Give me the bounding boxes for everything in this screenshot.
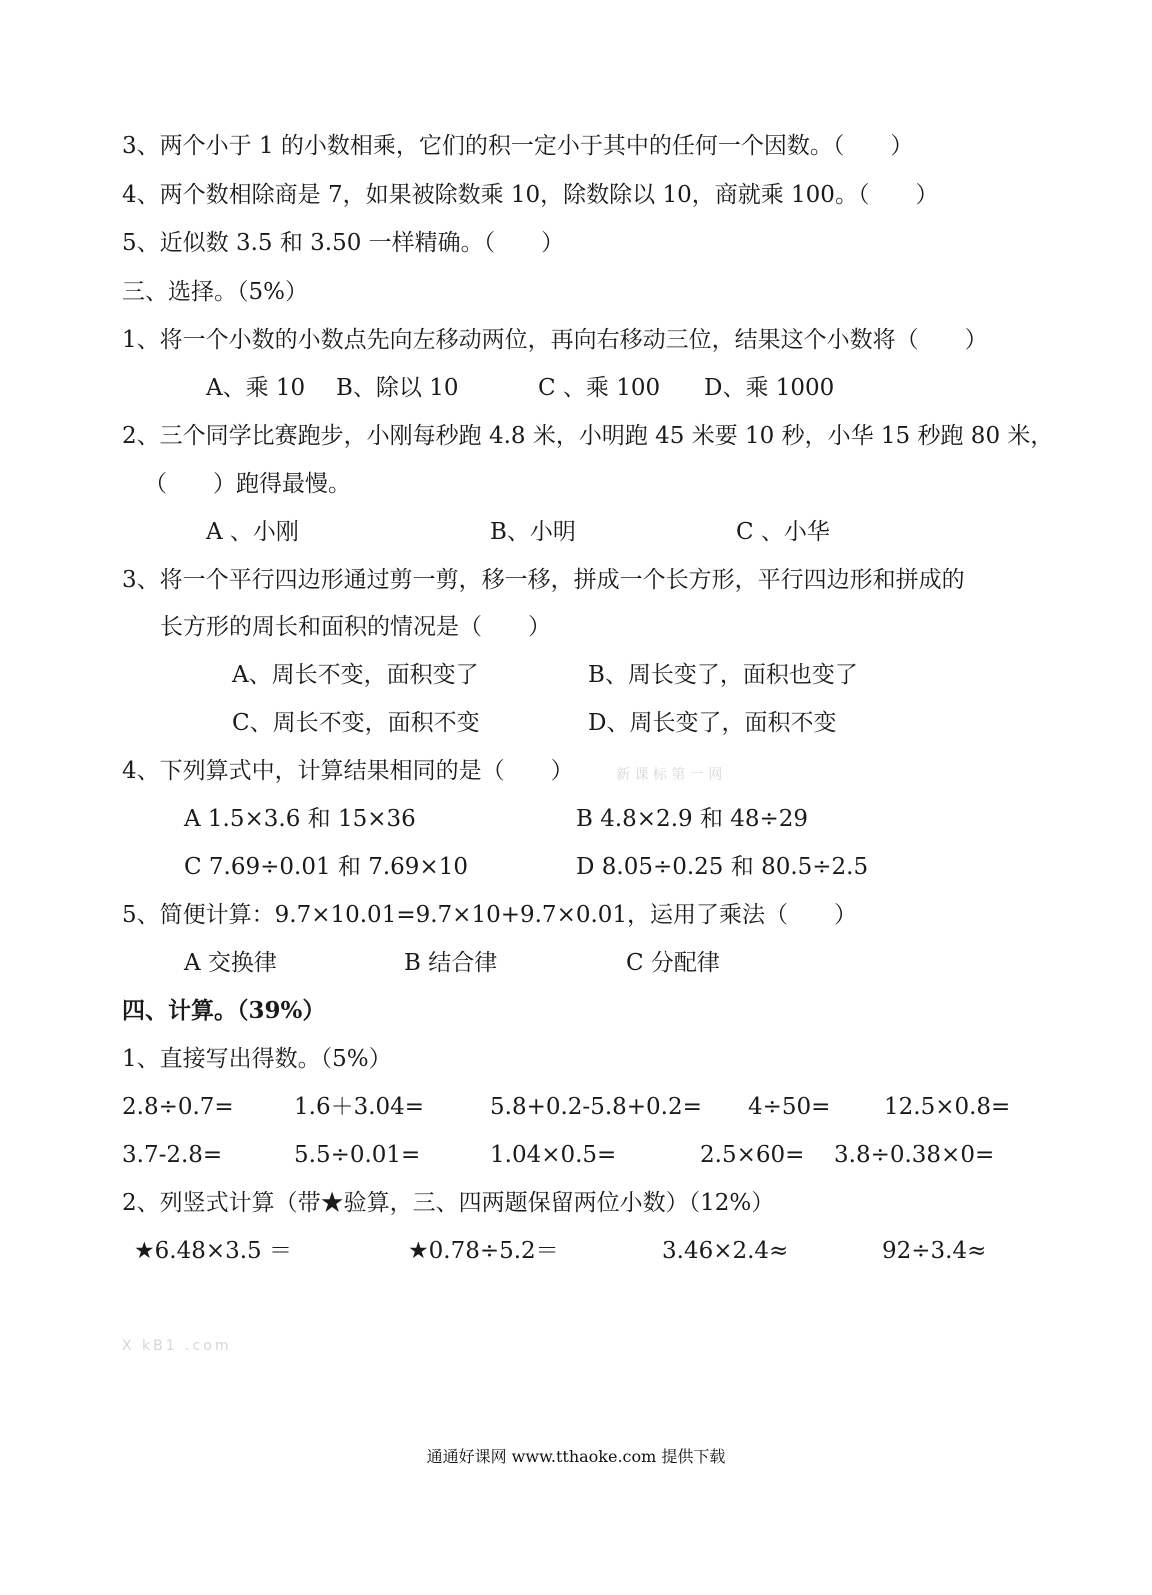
- tf-question-3: 3、两个小于 1 的小数相乘，它们的积一定小于其中的任何一个因数。（ ）: [122, 133, 914, 159]
- choice-q3-stem-line2: 长方形的周长和面积的情况是（ ）: [160, 614, 551, 640]
- watermark-faint-1: X kB1 .com: [122, 1338, 232, 1354]
- choice-q2-option-c: C 、小华: [736, 519, 830, 545]
- calc-row3-item1: ★6.48×3.5 ＝: [134, 1238, 292, 1264]
- tf-question-5: 5、近似数 3.5 和 3.50 一样精确。（ ）: [122, 230, 565, 256]
- calc-row3-item3: 3.46×2.4≈: [662, 1238, 789, 1264]
- calc-row1-item3: 5.8+0.2-5.8+0.2=: [490, 1094, 702, 1120]
- choice-q4-option-a: A 1.5×3.6 和 15×36: [184, 806, 416, 832]
- choice-q4-stem: 4、下列算式中，计算结果相同的是（ ）: [122, 758, 574, 784]
- choice-q4-option-b: B 4.8×2.9 和 48÷29: [576, 806, 809, 832]
- choice-q3-option-d: D、周长变了，面积不变: [588, 710, 837, 736]
- choice-q1-stem: 1、将一个小数的小数点先向左移动两位，再向右移动三位，结果这个小数将（ ）: [122, 327, 988, 353]
- calc-row2-item3: 1.04×0.5=: [490, 1142, 617, 1168]
- choice-q1-option-c: C 、乘 100: [538, 375, 661, 401]
- tf-question-4: 4、两个数相除商是 7，如果被除数乘 10，除数除以 10，商就乘 100。（ ）: [122, 182, 939, 208]
- choice-q4-option-d: D 8.05÷0.25 和 80.5÷2.5: [576, 854, 869, 880]
- page-footer: 通通好课网 www.tthaoke.com 提供下载: [426, 1447, 726, 1466]
- calc-row1-item4: 4÷50=: [748, 1094, 831, 1120]
- choice-q3-option-c: C、周长不变，面积不变: [232, 710, 480, 736]
- choice-q2-option-b: B、小明: [490, 519, 576, 545]
- calc-row2-item5: 3.8÷0.38×0=: [834, 1142, 995, 1168]
- choice-q3-stem-line1: 3、将一个平行四边形通过剪一剪，移一移，拼成一个长方形，平行四边形和拼成的: [122, 567, 965, 593]
- choice-section-heading: 三、选择。（5%）: [122, 279, 308, 305]
- choice-q5-option-c: C 分配律: [626, 950, 720, 976]
- calc-row2-item2: 5.5÷0.01=: [294, 1142, 421, 1168]
- choice-q2-option-a: A 、小刚: [206, 519, 299, 545]
- choice-q2-stem-line2: （ ）跑得最慢。: [144, 471, 351, 497]
- choice-q1-option-d: D、乘 1000: [704, 375, 835, 401]
- calc-row2-item4: 2.5×60=: [700, 1142, 805, 1168]
- calc-section-heading: 四、计算。（39%）: [122, 997, 326, 1024]
- choice-q3-option-b: B、周长变了，面积也变了: [588, 662, 858, 688]
- calc-row2-item1: 3.7-2.8=: [122, 1142, 223, 1168]
- calc-row3-item2: ★0.78÷5.2＝: [408, 1238, 559, 1264]
- choice-q3-option-a: A、周长不变，面积变了: [232, 662, 479, 688]
- choice-q1-option-a: A、乘 10: [206, 375, 306, 401]
- choice-q5-option-b: B 结合律: [404, 950, 498, 976]
- choice-q1-option-b: B、除以 10: [336, 375, 459, 401]
- choice-q2-stem-line1: 2、三个同学比赛跑步，小刚每秒跑 4.8 米，小明跑 45 米要 10 秒，小华 15 秒跑 80 米，: [122, 423, 1054, 449]
- calc-row1-item1: 2.8÷0.7=: [122, 1094, 234, 1120]
- calc-row1-item2: 1.6＋3.04=: [294, 1094, 425, 1120]
- choice-q5-stem: 5、简便计算：9.7×10.01=9.7×10+9.7×0.01，运用了乘法（ ）: [122, 902, 858, 928]
- calc-row3-item4: 92÷3.4≈: [882, 1238, 987, 1264]
- choice-q5-option-a: A 交换律: [184, 950, 277, 976]
- calc-part1-title: 1、直接写出得数。（5%）: [122, 1046, 392, 1072]
- watermark-faint-2: 新 课 标 第 一 网: [616, 767, 723, 783]
- calc-part2-title: 2、列竖式计算（带★验算，三、四两题保留两位小数）（12%）: [122, 1190, 775, 1216]
- calc-row1-item5: 12.5×0.8=: [884, 1094, 1011, 1120]
- choice-q4-option-c: C 7.69÷0.01 和 7.69×10: [184, 854, 468, 880]
